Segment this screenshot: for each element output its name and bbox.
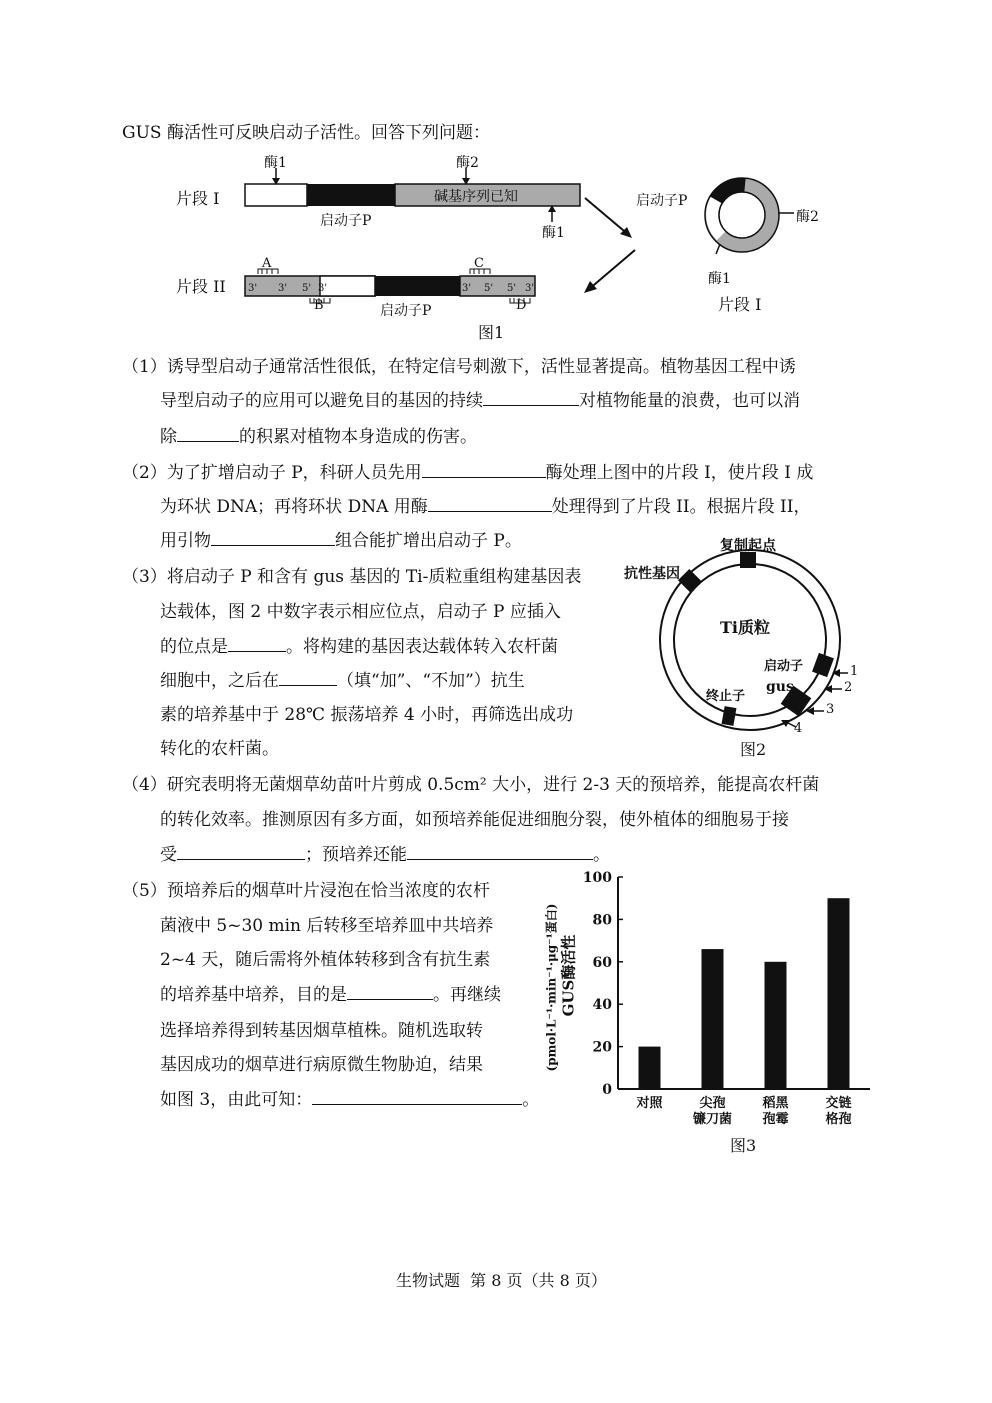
figure-3-caption: 图3 bbox=[730, 1136, 757, 1155]
chart-y-axis-label bbox=[558, 896, 579, 1056]
intro-text: GUS 酶活性可反映启动子活性。回答下列问题： bbox=[122, 123, 490, 143]
svg-text:5': 5' bbox=[507, 283, 517, 294]
figure-1 bbox=[170, 150, 850, 350]
q5-line1: （5）预培养后的烟草叶片浸泡在恰当浓度的农杆 bbox=[122, 881, 490, 901]
chart-x-tick-label: 孢霉 bbox=[762, 1112, 789, 1127]
chart-bar bbox=[639, 1047, 661, 1089]
q5-line5: 选择培养得到转基因烟草植株。随机选取转 bbox=[160, 1021, 483, 1041]
terminator-label: 终止子 bbox=[706, 689, 746, 704]
promoter-block bbox=[812, 653, 834, 677]
gus-label: gus bbox=[766, 679, 794, 695]
q3-line4: 细胞中，之后在 （填“加”、“不加”）抗生 bbox=[160, 666, 525, 691]
frag2-label: 片段 II bbox=[176, 277, 226, 296]
q1-line3: 除 的积累对植物本身造成的伤害。 bbox=[160, 422, 477, 447]
q5-line7: 如图 3，由此可知： 。 bbox=[160, 1085, 539, 1110]
frag2-promoter-label: 启动子P bbox=[380, 303, 432, 319]
chart-bar bbox=[765, 962, 787, 1089]
q3-line1: （3）将启动子 P 和含有 gus 基因的 Ti-质粒重组构建基因表 bbox=[122, 567, 582, 587]
page-footer: 生物试题 第 8 页（共 8 页） bbox=[396, 1271, 607, 1290]
q1-blank-1[interactable] bbox=[483, 388, 579, 406]
primer-c-label: C bbox=[474, 256, 484, 271]
figure-1-caption: 图1 bbox=[478, 323, 505, 342]
chart-x-tick-label: 对照 bbox=[636, 1096, 663, 1111]
frag1-promoter-label: 启动子P bbox=[320, 213, 372, 229]
figure-3 bbox=[540, 865, 880, 1160]
q5-line4: 的培养基中培养，目的是 。再继续 bbox=[160, 980, 501, 1005]
ring-enzyme2-label: 酶2 bbox=[796, 209, 819, 225]
chart-y-tick-label: 60 bbox=[592, 954, 612, 971]
q1-line1: （1）诱导型启动子通常活性很低，在特定信号刺激下，活性显著提高。植物基因工程中诱 bbox=[122, 357, 796, 377]
chart-y-tick-label: 20 bbox=[592, 1039, 612, 1056]
resistance-label: 抗性基因 bbox=[624, 566, 680, 582]
q5-line3: 2~4 天，随后需将外植体转移到含有抗生素 bbox=[160, 950, 491, 970]
frag1-promoter-segment bbox=[307, 184, 395, 206]
q3-line3: 的位点是 。将构建的基因表达载体转入农杆菌 bbox=[160, 632, 558, 657]
frag2-promoter-segment bbox=[375, 276, 460, 296]
chart-y-axis-title: GUS酶活性 bbox=[559, 934, 578, 1017]
svg-text:3': 3' bbox=[248, 283, 258, 294]
q3-line6: 转化的农杆菌。 bbox=[160, 739, 279, 759]
q4-line2: 的转化效率。推测原因有多方面，如预培养能促进细胞分裂，使外植体的细胞易于接 bbox=[160, 810, 789, 830]
chart-x-tick-label: 交链 bbox=[825, 1096, 852, 1111]
chart-y-axis-unit-wrap bbox=[543, 893, 560, 1083]
ring-caption: 片段 I bbox=[718, 295, 762, 314]
origin-label: 复制起点 bbox=[720, 538, 776, 554]
promoter-label: 启动子 bbox=[764, 659, 804, 674]
svg-text:3': 3' bbox=[462, 283, 472, 294]
primer-b-label: B bbox=[314, 298, 324, 313]
chart-x-tick-label: 稻黑 bbox=[762, 1096, 789, 1111]
q5-blank-2[interactable] bbox=[312, 1087, 522, 1105]
q3-blank-2[interactable] bbox=[279, 668, 337, 686]
chart-x-tick-label: 镰刀菌 bbox=[692, 1112, 733, 1127]
chart-y-tick-label: 40 bbox=[592, 997, 612, 1014]
q2-line2: 为环状 DNA；再将环状 DNA 用酶 处理得到了片段 II。根据片段 II， bbox=[160, 492, 810, 517]
q5-line2: 菌液中 5~30 min 后转移至培养皿中共培养 bbox=[160, 916, 494, 936]
chart-y-tick-label: 100 bbox=[582, 870, 612, 886]
site-2-label: 2 bbox=[844, 680, 853, 695]
chart-bar bbox=[702, 949, 724, 1089]
q4-line1: （4）研究表明将无菌烟草幼苗叶片剪成 0.5cm² 大小，进行 2-3 天的预培养，能提高农杆菌 bbox=[122, 775, 820, 795]
q3-blank-1[interactable] bbox=[228, 634, 286, 652]
q2-line3: 用引物 组合能扩增出启动子 P。 bbox=[160, 526, 522, 551]
chart-y-tick-label: 80 bbox=[592, 912, 612, 929]
enzyme1-bottom-label: 酶1 bbox=[542, 225, 565, 241]
q4-blank-2[interactable] bbox=[407, 842, 593, 860]
svg-text:3': 3' bbox=[278, 283, 288, 294]
chart-x-tick-label: 尖孢 bbox=[699, 1096, 726, 1111]
svg-text:5': 5' bbox=[302, 283, 312, 294]
figure-2 bbox=[620, 535, 860, 760]
q3-line5: 素的培养基中于 28℃ 振荡培养 4 小时，再筛选出成功 bbox=[160, 705, 574, 725]
q1-line2: 导型启动子的应用可以避免目的基因的持续 对植物能量的浪费，也可以消 bbox=[160, 386, 800, 411]
q2-blank-1[interactable] bbox=[422, 460, 546, 478]
chart-y-tick-label: 0 bbox=[602, 1082, 612, 1098]
svg-text:5': 5' bbox=[484, 283, 494, 294]
chart-bar bbox=[828, 898, 850, 1089]
resistance-block bbox=[678, 569, 702, 593]
site-3-label: 3 bbox=[826, 702, 835, 717]
chart-x-tick-label: 格孢 bbox=[825, 1112, 852, 1127]
svg-text:3': 3' bbox=[318, 283, 328, 294]
q5-blank-1[interactable] bbox=[347, 982, 433, 1000]
chart-y-axis-unit: (pmol·L⁻¹·min⁻¹·μg⁻¹蛋白) bbox=[544, 903, 559, 1072]
plasmid-center-label: Ti质粒 bbox=[720, 618, 770, 637]
frag1-white-segment bbox=[245, 184, 307, 206]
gus-activity-chart bbox=[540, 865, 880, 1130]
figure-2-caption: 图2 bbox=[740, 740, 767, 759]
terminator-block bbox=[722, 706, 737, 726]
ring-promoter-label: 启动子P bbox=[636, 193, 688, 209]
frag2-right-segment bbox=[460, 276, 535, 296]
q4-line3: 受 ；预培养还能 。 bbox=[160, 840, 610, 865]
q4-blank-1[interactable] bbox=[177, 842, 305, 860]
q2-blank-3[interactable] bbox=[211, 528, 335, 546]
enzyme2-top-label: 酶2 bbox=[456, 155, 479, 171]
known-seq-label: 碱基序列已知 bbox=[434, 189, 518, 205]
figure-1-svg bbox=[170, 150, 850, 350]
enzyme1-top-label: 酶1 bbox=[264, 155, 287, 171]
q5-line6: 基因成功的烟草进行病原微生物胁迫，结果 bbox=[160, 1055, 483, 1075]
q2-blank-2[interactable] bbox=[428, 494, 552, 512]
primer-a-label: A bbox=[262, 256, 272, 271]
primer-d-label: D bbox=[516, 298, 527, 313]
frag1-label: 片段 I bbox=[176, 189, 220, 208]
q1-blank-2[interactable] bbox=[177, 424, 239, 442]
ring-enzyme1-label: 酶1 bbox=[708, 271, 731, 287]
site-1-label: 1 bbox=[850, 664, 859, 679]
q2-line1: （2）为了扩增启动子 P，科研人员先用 酶处理上图中的片段 I，使片段 I 成 bbox=[122, 458, 813, 483]
svg-text:3': 3' bbox=[525, 283, 535, 294]
q3-line2: 达载体，图 2 中数字表示相应位点，启动子 P 应插入 bbox=[160, 602, 561, 622]
site-4-label: 4 bbox=[794, 721, 803, 736]
